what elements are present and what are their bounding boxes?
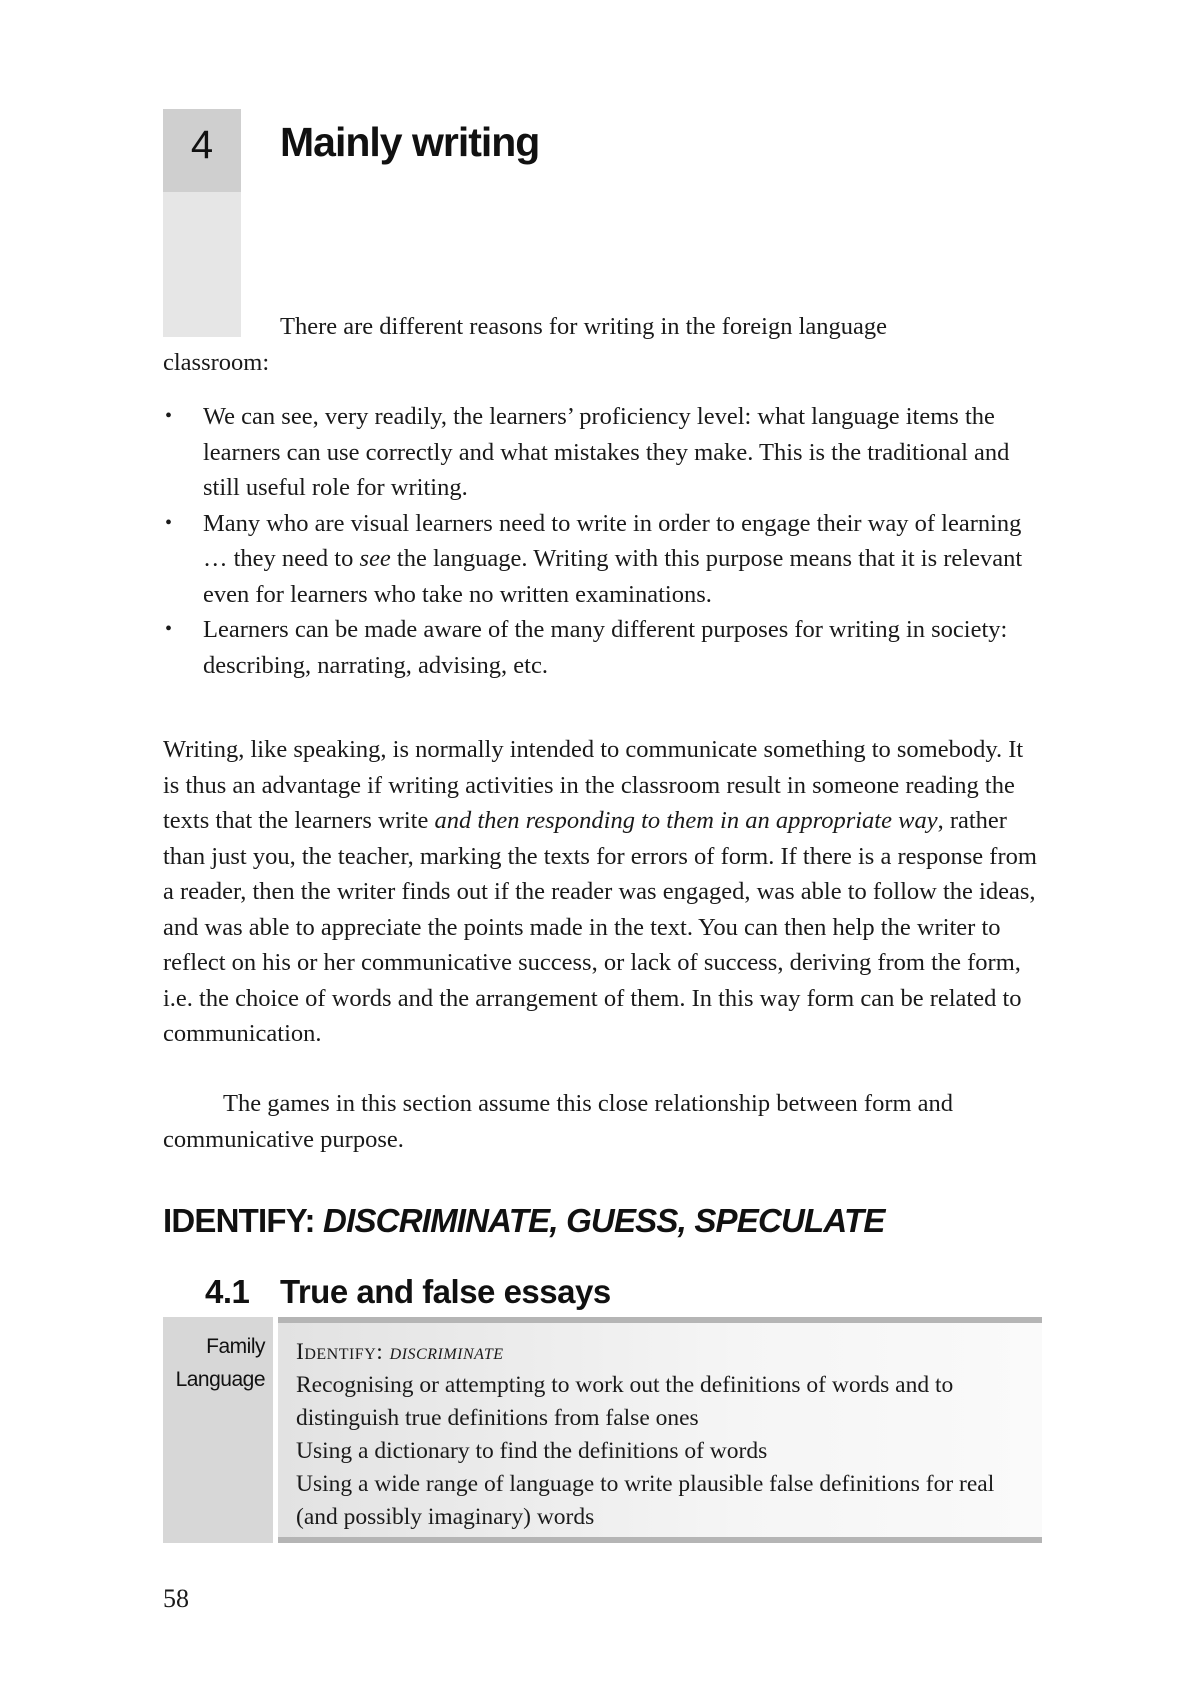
info-box-labels — [163, 1317, 273, 1543]
bullet-icon: • — [165, 511, 173, 534]
intro-line-1: There are different reasons for writing in the foreign language — [280, 313, 888, 340]
chapter-number: 4 — [190, 123, 214, 167]
list-item-text-end: the language. Writing with this purpose means that it is relevant even for learners who take no written examinations. — [203, 545, 1023, 608]
bullet-icon: • — [165, 618, 173, 640]
intro-paragraph — [163, 309, 1043, 380]
language-line-3: Using a wide range of language to write plausible false definitions for real (and possibly imaginary) words — [296, 1471, 995, 1530]
family-value — [296, 1336, 1036, 1369]
paragraph-text: The games in this section assume this close relationship between form and communicative purpose. — [163, 1090, 954, 1153]
info-box-values — [278, 1317, 1042, 1543]
section-heading — [163, 1202, 885, 1240]
list-item-text: We can see, very readily, the learners’ proficiency level: what language items the learners can use correctly and what mistakes they make. This is the traditional and still useful role for writing. — [203, 403, 1010, 501]
family-value-prefix: Identify: — [296, 1339, 390, 1365]
page-number: 58 — [163, 1584, 189, 1613]
body-paragraph-1 — [163, 732, 1043, 1052]
language-line-2: Using a dictionary to find the definitions of words — [296, 1438, 768, 1464]
list-item-text: Learners can be made aware of the many different purposes for writing in society: describing, narrating, advising, etc. — [203, 616, 1008, 679]
paragraph-text-end: , rather than just you, the teacher, marking the texts for errors of form. If there is a response from a reader, then the writer finds out if the reader was engaged, was able to follow the ideas, and was able to appreciate the points made in the text. You can then help the writer to reflect on his or her communicative success, or lack of success, deriving from the form, i.e. the choice of words and the arrangement of them. In this way form can be related to communication. — [163, 807, 1037, 1047]
paragraph-emphasis: and then responding to them in an appropriate way — [434, 807, 938, 834]
language-label: Language — [175, 1368, 265, 1391]
family-value-rest: discriminate — [389, 1339, 504, 1365]
chapter-title: Mainly writing — [280, 119, 540, 165]
list-item — [163, 612, 1043, 683]
subsection-number: 4.1 — [205, 1273, 250, 1310]
reasons-list — [163, 399, 1043, 683]
list-item-text-start: Many who are visual learners need to write in order to engage their way of learning … they need to — [203, 509, 1022, 572]
chapter-number-block — [163, 109, 241, 337]
subsection-title: True and false essays — [280, 1273, 611, 1310]
list-item-emphasis: see — [359, 545, 391, 572]
body-paragraph-2 — [163, 1086, 1043, 1157]
section-heading-rest: DISCRIMINATE, GUESS, SPECULATE — [323, 1202, 885, 1239]
paragraph-text-start: Writing, like speaking, is normally intended to communicate something to somebody. It is thus an advantage if writing activities in the classroom result in someone reading the texts that the learners write — [163, 736, 1024, 834]
info-box-text — [296, 1336, 1036, 1534]
language-line-1: Recognising or attempting to work out the definitions of words and to distinguish true definitions from false ones — [296, 1372, 954, 1431]
intro-line-2: classroom: — [163, 348, 270, 376]
family-label: Family — [206, 1335, 265, 1358]
list-item — [163, 506, 1043, 613]
chapter-number-band — [163, 109, 241, 192]
bullet-icon: • — [165, 405, 173, 427]
list-item — [163, 399, 1043, 506]
section-heading-prefix: IDENTIFY: — [163, 1202, 324, 1239]
